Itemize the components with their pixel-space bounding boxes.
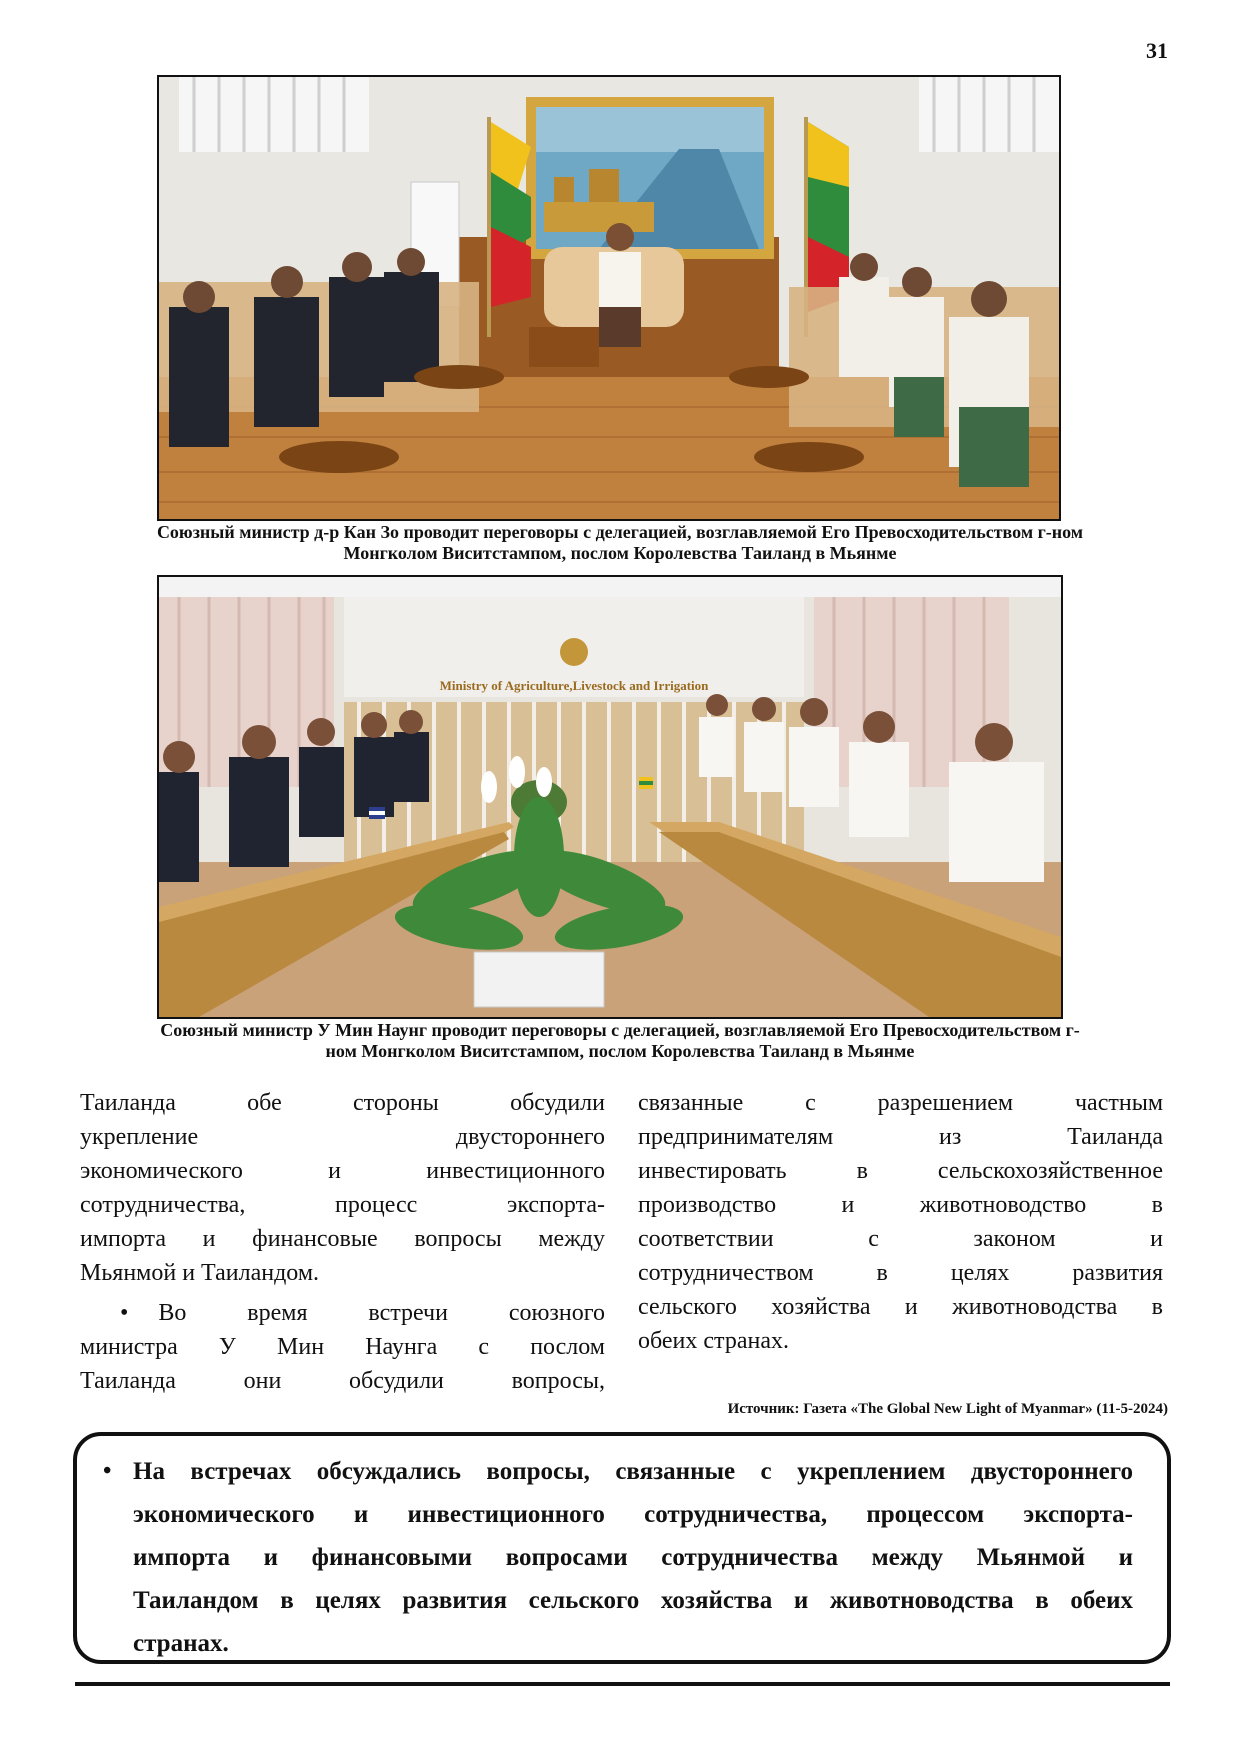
text-line: укрепление двустороннего (80, 1124, 605, 1150)
summary-text (133, 1450, 1133, 1665)
text-line: сельского хозяйства и животноводства в (638, 1294, 1163, 1320)
meeting-photo-1 (157, 75, 1061, 521)
photo2-caption-line1: Союзный министр У Мин Наунг проводит переговоры с делегацией, возглавляемой Его Превосходительством г- (160, 1020, 1080, 1040)
text-line: сотрудничеством в целях развития (638, 1260, 1163, 1286)
summary-box (73, 1432, 1171, 1664)
photo2-caption-line2: ном Монгколом Виситстампом, послом Королевства Таиланд в Мьянме (325, 1041, 915, 1061)
text-line: министра У Мин Наунга с послом (80, 1334, 605, 1360)
text-line: производство и животноводство в (638, 1192, 1163, 1218)
summary-line: Таиландом в целях развития сельского хозяйства и животноводства в обеих (133, 1587, 1133, 1614)
summary-line: импорта и финансовыми вопросами сотрудничества между Мьянмой и (133, 1544, 1133, 1571)
right-text-column (638, 1086, 1163, 1358)
text-line: сотрудничества, процесс экспорта- (80, 1192, 605, 1218)
bottom-rule (75, 1682, 1170, 1686)
text-line: инвестировать в сельскохозяйственное (638, 1158, 1163, 1184)
meeting-photo-2 (157, 575, 1063, 1019)
photo1-caption (70, 522, 1170, 564)
left-paragraph-2 (80, 1296, 605, 1398)
text-line: Таиланда обе стороны обсудили (80, 1090, 605, 1116)
text-line: экономического и инвестиционного (80, 1158, 605, 1184)
summary-bullet: • (103, 1458, 112, 1484)
source-citation: Источник: Газета «The Global New Light of Myanmar» (11-5-2024) (727, 1401, 1168, 1417)
page-number: 31 (1146, 38, 1168, 63)
text-line: связанные с разрешением частным (638, 1090, 1163, 1116)
ministry-sign-text: Ministry of Agriculture,Livestock and Irrigation (439, 678, 709, 693)
photo1-caption-line1: Союзный министр д-р Кан Зо проводит переговоры с делегацией, возглавляемой Его Превосходительством г-ном (156, 522, 1084, 542)
photo1-caption-line2: Монгколом Виситстампом, послом Королевства Таиланд в Мьянме (343, 543, 897, 563)
summary-line: экономического и инвестиционного сотрудничества, процессом экспорта- (133, 1501, 1133, 1528)
text-line: соответствии с законом и (638, 1226, 1163, 1252)
list-bullet: • (120, 1300, 129, 1326)
right-paragraph (638, 1086, 1163, 1358)
photo2-caption (70, 1020, 1170, 1062)
text-line: Таиланда они обсудили вопросы, (80, 1368, 605, 1394)
text-line (80, 1296, 605, 1330)
text-line: импорта и финансовые вопросы между (80, 1226, 605, 1252)
left-text-column (80, 1086, 605, 1398)
text-line: предпринимателям из Таиланда (638, 1124, 1163, 1150)
summary-line: На встречах обсуждались вопросы, связанные с укреплением двустороннего (133, 1458, 1133, 1485)
left-paragraph-1 (80, 1086, 605, 1290)
text-line: обеих странах. (638, 1328, 789, 1354)
summary-line: странах. (133, 1630, 229, 1657)
text-line-content: Во время встречи союзного (158, 1300, 605, 1326)
text-line: Мьянмой и Таиландом. (80, 1260, 320, 1286)
